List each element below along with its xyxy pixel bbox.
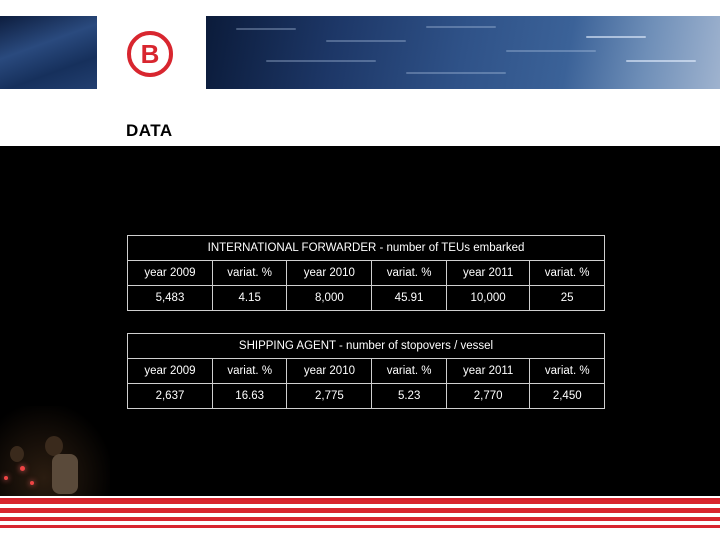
column-header: year 2011	[446, 359, 530, 384]
forwarder-table	[127, 235, 605, 311]
table-cell: 5,483	[128, 286, 213, 311]
table-row	[128, 286, 605, 311]
table-cell: 45.91	[372, 286, 446, 311]
table-cell: 5.23	[372, 384, 447, 409]
table-cell: 16.63	[212, 384, 287, 409]
company-logo-icon	[126, 30, 174, 78]
crowd-photo	[0, 406, 110, 496]
column-header: year 2011	[446, 261, 530, 286]
table-cell: 2,775	[287, 384, 372, 409]
shipping-agent-table	[127, 333, 605, 409]
forwarder-table-caption: INTERNATIONAL FORWARDER - number of TEUs embarked	[128, 236, 605, 261]
column-header: variat. %	[530, 359, 605, 384]
column-header: variat. %	[372, 359, 447, 384]
table-row	[128, 384, 605, 409]
column-header: variat. %	[212, 359, 287, 384]
column-header: variat. %	[530, 261, 605, 286]
table-cell: 2,770	[446, 384, 530, 409]
page-title: DATA	[126, 121, 173, 140]
table-cell: 25	[530, 286, 605, 311]
table-cell: 10,000	[446, 286, 530, 311]
dark-background	[0, 146, 720, 496]
column-header: variat. %	[212, 261, 286, 286]
column-header: year 2010	[287, 261, 372, 286]
table-header-row	[128, 261, 605, 286]
footer-stripes	[0, 496, 720, 540]
logo-letter: B	[140, 39, 160, 69]
column-header: year 2009	[128, 359, 213, 384]
table-cell: 8,000	[287, 286, 372, 311]
column-header: variat. %	[372, 261, 446, 286]
sea-image-left	[0, 16, 97, 89]
table-cell: 2,450	[530, 384, 605, 409]
shipping-agent-table-caption: SHIPPING AGENT - number of stopovers / vessel	[128, 334, 605, 359]
sea-image-right	[206, 16, 720, 89]
table-header-row	[128, 359, 605, 384]
table-cell: 2,637	[128, 384, 213, 409]
column-header: year 2010	[287, 359, 372, 384]
column-header: year 2009	[128, 261, 213, 286]
table-cell: 4.15	[212, 286, 286, 311]
header-banner	[0, 16, 720, 89]
